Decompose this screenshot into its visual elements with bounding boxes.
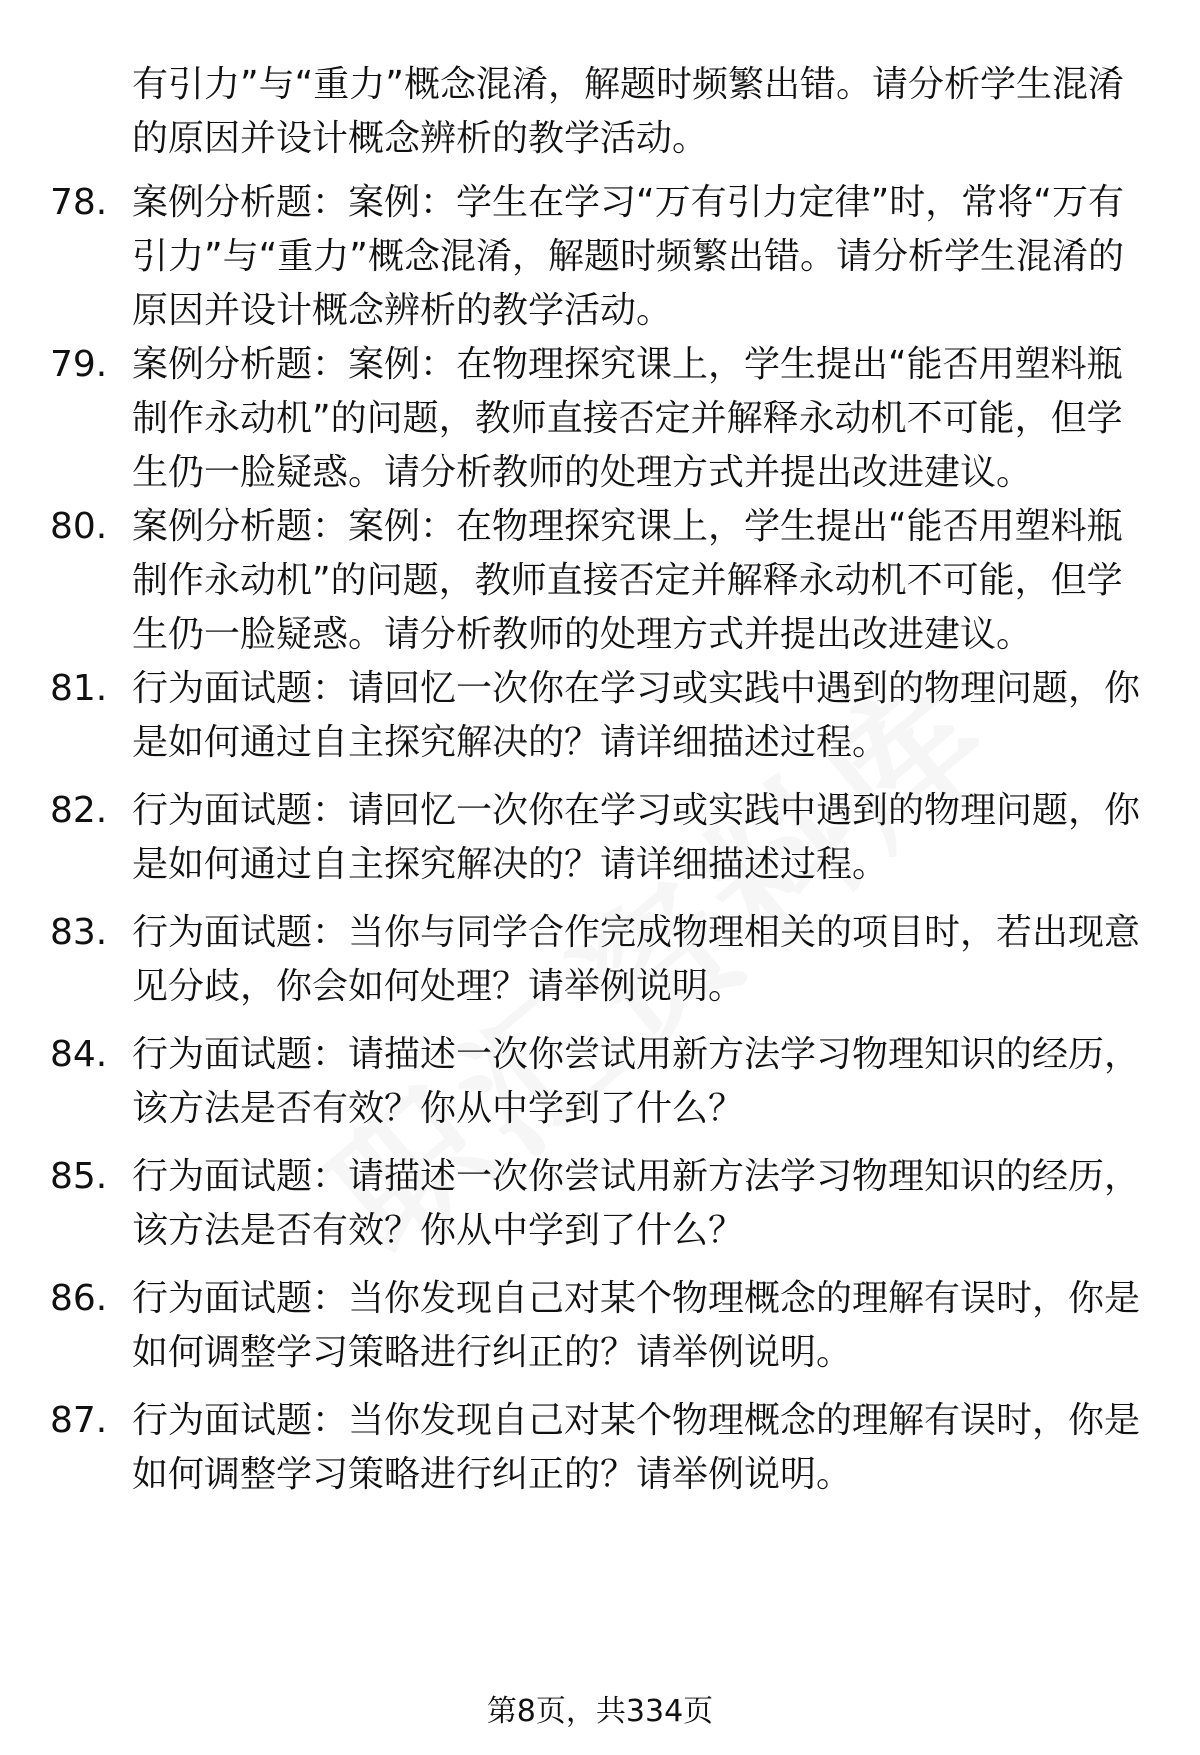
continued-question-text: 有引力”与“重力”概念混淆，解题时频繁出错。请分析学生混淆的原因并设计概念辨析的教学活动。: [132, 64, 1124, 159]
question-number: 83.: [50, 912, 108, 953]
question-number: 81.: [50, 668, 108, 709]
question-number: 79.: [50, 344, 108, 385]
question-text: 案例分析题：案例：在物理探究课上，学生提出“能否用塑料瓶制作永动机”的问题，教师直接否定并解释永动机不可能，但学生仍一脸疑惑。请分析教师的处理方式并提出改进建议。: [132, 506, 1123, 655]
question-text: 行为面试题：当你发现自己对某个物理概念的理解有误时，你是如何调整学习策略进行纠正的？请举例说明。: [132, 1278, 1141, 1373]
question-text: 行为面试题：请回忆一次你在学习或实践中遇到的物理问题，你是如何通过自主探究解决的？请详细描述过程。: [132, 668, 1141, 763]
page-footer: 第8页，共334页: [486, 1694, 714, 1729]
question-text: 行为面试题：请描述一次你尝试用新方法学习物理知识的经历，该方法是否有效？你从中学到了什么？: [132, 1156, 1141, 1251]
question-text: 行为面试题：请描述一次你尝试用新方法学习物理知识的经历，该方法是否有效？你从中学到了什么？: [132, 1034, 1141, 1129]
question-number: 86.: [50, 1278, 108, 1319]
question-number: 78.: [50, 182, 108, 223]
question-number: 87.: [50, 1400, 108, 1441]
question-number: 82.: [50, 790, 108, 831]
question-number: 85.: [50, 1156, 108, 1197]
question-text: 行为面试题：当你发现自己对某个物理概念的理解有误时，你是如何调整学习策略进行纠正的？请举例说明。: [132, 1400, 1141, 1495]
question-text: 案例分析题：案例：学生在学习“万有引力定律”时，常将“万有引力”与“重力”概念混淆，解题时频繁出错。请分析学生混淆的原因并设计概念辨析的教学活动。: [132, 182, 1124, 331]
question-text: 行为面试题：当你与同学合作完成物理相关的项目时，若出现意见分歧，你会如何处理？请举例说明。: [132, 912, 1141, 1007]
question-number: 80.: [50, 506, 108, 547]
question-number: 84.: [50, 1034, 108, 1075]
question-text: 行为面试题：请回忆一次你在学习或实践中遇到的物理问题，你是如何通过自主探究解决的？请详细描述过程。: [132, 790, 1141, 885]
question-text: 案例分析题：案例：在物理探究课上，学生提出“能否用塑料瓶制作永动机”的问题，教师直接否定并解释永动机不可能，但学生仍一脸疑惑。请分析教师的处理方式并提出改进建议。: [132, 344, 1123, 493]
